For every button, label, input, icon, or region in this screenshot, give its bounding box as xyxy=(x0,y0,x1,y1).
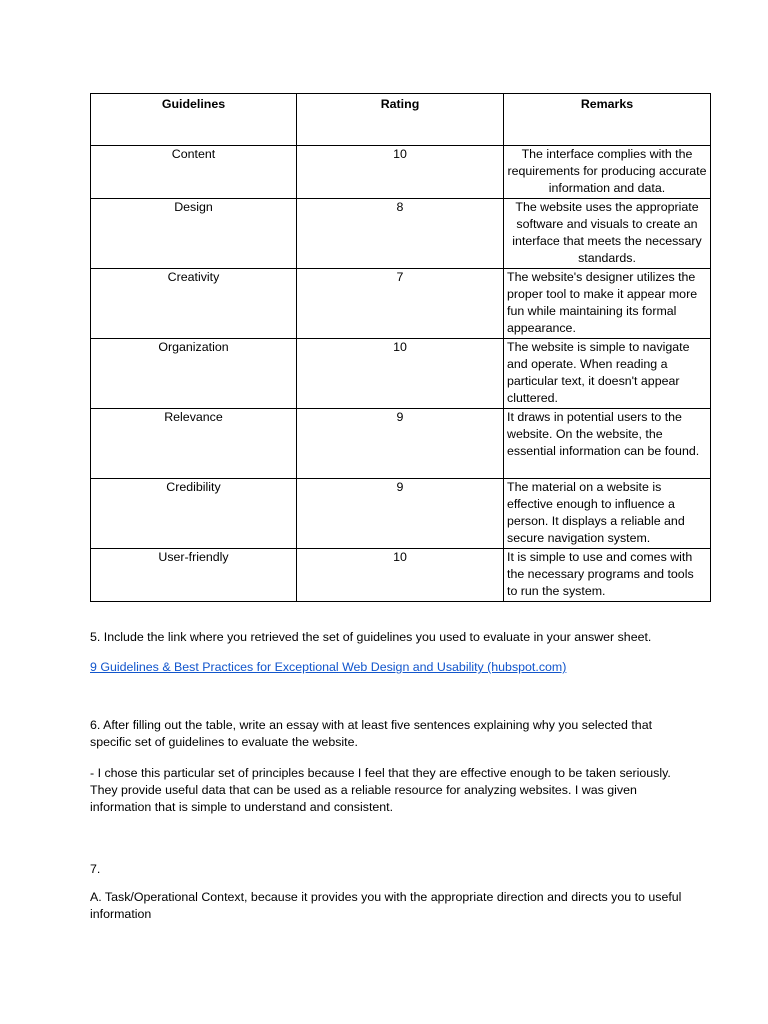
guideline-cell: Credibility xyxy=(91,479,297,549)
header-remarks: Remarks xyxy=(504,94,711,146)
rating-cell: 10 xyxy=(297,549,504,602)
header-guidelines: Guidelines xyxy=(91,94,297,146)
rating-cell: 9 xyxy=(297,479,504,549)
table-header-row xyxy=(91,94,711,146)
rating-cell: 10 xyxy=(297,339,504,409)
rating-cell: 9 xyxy=(297,409,504,479)
table-row xyxy=(91,549,711,602)
guideline-cell: User-friendly xyxy=(91,549,297,602)
question-5-text: 5. Include the link where you retrieved the set of guidelines you used to evaluate in your answer sheet. xyxy=(90,630,652,644)
guidelines-table xyxy=(90,93,711,602)
remarks-cell: The website uses the appropriate software and visuals to create an interface that meets the necessary standards. xyxy=(504,199,711,269)
guideline-cell: Creativity xyxy=(91,269,297,339)
remarks-cell: The material on a website is effective enough to influence a person. It displays a reliable and secure navigation system. xyxy=(504,479,711,549)
table-row xyxy=(91,146,711,199)
table-row xyxy=(91,479,711,549)
header-rating: Rating xyxy=(297,94,504,146)
table-row xyxy=(91,199,711,269)
remarks-cell: The interface complies with the requirements for producing accurate information and data. xyxy=(504,146,711,199)
question-7-number: 7. xyxy=(90,862,101,876)
question-7-answer: A. Task/Operational Context, because it provides you with the appropriate direction and directs you to useful information xyxy=(90,890,682,921)
rating-cell: 10 xyxy=(297,146,504,199)
guideline-cell: Design xyxy=(91,199,297,269)
remarks-cell: The website is simple to navigate and operate. When reading a particular text, it doesn't appear cluttered. xyxy=(504,339,711,409)
table-row xyxy=(91,339,711,409)
guidelines-link-wrap xyxy=(90,659,690,676)
question-6-text: 6. After filling out the table, write an essay with at least five sentences explaining why you selected that specific set of guidelines to evaluate the website. xyxy=(90,718,653,749)
question-6-answer: - I chose this particular set of principles because I feel that they are effective enough to be taken seriously. They provide useful data that can be used as a reliable resource for analyzing websites. I was given information that is simple to understand and consistent. xyxy=(90,766,671,814)
guideline-cell: Organization xyxy=(91,339,297,409)
table-row xyxy=(91,409,711,479)
remarks-cell: It draws in potential users to the website. On the website, the essential information can be found. xyxy=(504,409,711,479)
guideline-cell: Content xyxy=(91,146,297,199)
table-row xyxy=(91,269,711,339)
remarks-cell: The website's designer utilizes the proper tool to make it appear more fun while maintaining its formal appearance. xyxy=(504,269,711,339)
guidelines-link[interactable]: 9 Guidelines & Best Practices for Exceptional Web Design and Usability (hubspot.com) xyxy=(90,660,567,674)
rating-cell: 7 xyxy=(297,269,504,339)
rating-cell: 8 xyxy=(297,199,504,269)
guideline-cell: Relevance xyxy=(91,409,297,479)
remarks-cell: It is simple to use and comes with the necessary programs and tools to run the system. xyxy=(504,549,711,602)
